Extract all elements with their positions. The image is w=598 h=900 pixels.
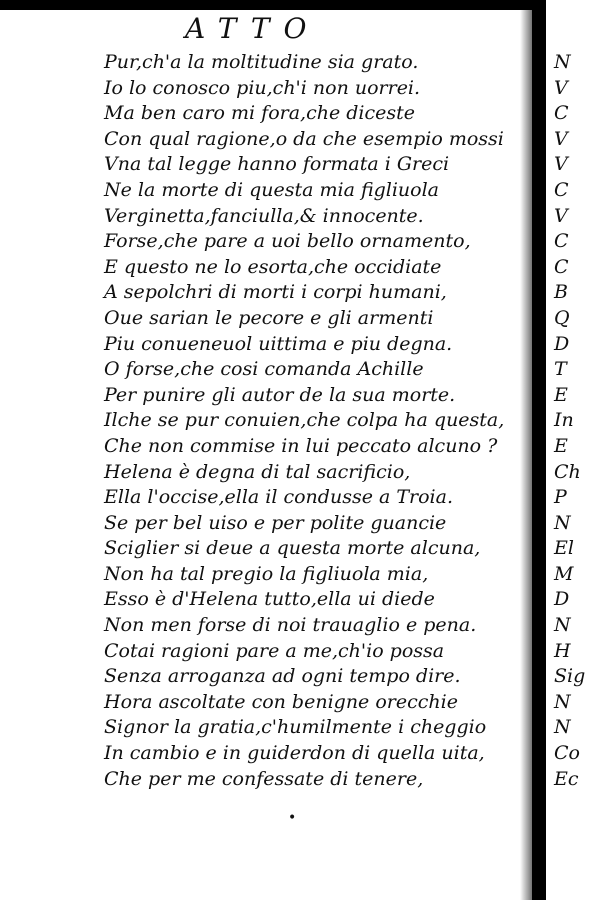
facing-line-fragment: Sig — [554, 665, 586, 688]
facing-line-fragment: Ch — [554, 460, 581, 483]
facing-page — [546, 0, 598, 900]
verse-line: Non men forse di noi trauaglio e pena. — [104, 614, 477, 637]
verse-text — [104, 50, 524, 792]
facing-line-fragment: D — [554, 332, 570, 355]
facing-line-fragment: N — [554, 690, 571, 713]
gutter-shadow — [520, 0, 532, 900]
verse-line: Hora ascoltate con benigne orecchie — [104, 690, 458, 713]
facing-line-fragment: P — [554, 486, 567, 509]
verse-line: Senza arroganza ad ogni tempo dire. — [104, 665, 461, 688]
facing-line-fragment: C — [554, 230, 569, 253]
verse-line: Se per bel uiso e per polite guancie — [104, 511, 447, 534]
verse-line: A sepolchri di morti i corpi humani, — [104, 281, 447, 304]
verse-line: Esso è d'Helena tutto,ella ui diede — [104, 588, 435, 611]
facing-line-fragment: E — [554, 383, 568, 406]
book-spine — [532, 0, 546, 900]
verse-line: Per punire gli autor de la sua morte. — [104, 383, 456, 406]
facing-line-fragment: Ec — [554, 767, 579, 790]
facing-line-fragment: T — [554, 358, 567, 381]
facing-line-fragment: N — [554, 614, 571, 637]
verse-line: In cambio e in guiderdon di quella uita, — [104, 742, 485, 765]
facing-line-fragment: V — [554, 76, 568, 99]
verse-line: Cotai ragioni pare a me,ch'io possa — [104, 639, 445, 662]
verse-line: Ella l'occise,ella il condusse a Troia. — [104, 486, 453, 509]
facing-line-fragment: In — [554, 409, 574, 432]
facing-line-fragment: H — [554, 639, 571, 662]
facing-line-fragment: C — [554, 178, 569, 201]
verse-line: Sciglier si deue a questa morte alcuna, — [104, 537, 481, 560]
facing-line-fragment: V — [554, 153, 568, 176]
verse-line: Verginetta,fanciulla,& innocente. — [104, 204, 424, 227]
verse-line: Con qual ragione,o da che esempio mossi — [104, 127, 504, 150]
verse-line: Ne la morte di questa mia figliuola — [104, 178, 440, 201]
facing-line-fragment: N — [554, 716, 571, 739]
verse-line: Che per me confessate di tenere, — [104, 767, 424, 790]
facing-line-fragment: N — [554, 51, 571, 73]
verse-line: Ma ben caro mi fora,che diceste — [104, 102, 416, 125]
facing-page-text — [554, 50, 585, 792]
verse-line: Forse,che pare a uoi bello ornamento, — [104, 230, 471, 253]
verse-line: Piu conueneuol uittima e piu degna. — [104, 332, 453, 355]
verse-line: O forse,che cosi comanda Achille — [104, 358, 424, 381]
facing-line-fragment: E — [554, 434, 568, 457]
facing-line-fragment: Co — [554, 742, 580, 765]
facing-line-fragment: C — [554, 102, 569, 125]
facing-line-fragment: N — [554, 511, 571, 534]
verse-line: Oue sarian le pecore e gli armenti — [104, 306, 434, 329]
ornament-dot: • — [288, 810, 297, 826]
verse-line: Vna tal legge hanno formata i Greci — [104, 153, 450, 176]
verse-line: Ilche se pur conuien,che colpa ha questa, — [104, 409, 505, 432]
verse-line: Pur,ch'a la moltitudine sia grato. — [104, 51, 419, 73]
facing-line-fragment: M — [554, 562, 574, 585]
verse-line: Signor la gratia,c'humilmente i cheggio — [104, 716, 487, 739]
facing-line-fragment: D — [554, 588, 570, 611]
facing-line-fragment: El — [554, 537, 574, 560]
verse-line: E questo ne lo esorta,che occidiate — [104, 255, 442, 278]
facing-line-fragment: V — [554, 127, 568, 150]
facing-line-fragment: Q — [554, 306, 570, 329]
verse-line: Che non commise in lui peccato alcuno ? — [104, 434, 498, 457]
verse-line: Non ha tal pregio la figliuola mia, — [104, 562, 429, 585]
verse-line: Io lo conosco piu,ch'i non uorrei. — [104, 76, 421, 99]
running-title: ATTO — [185, 12, 321, 45]
facing-line-fragment: V — [554, 204, 568, 227]
facing-line-fragment: B — [554, 281, 568, 304]
facing-line-fragment: C — [554, 255, 569, 278]
verse-line: Helena è degna di tal sacrificio, — [104, 460, 411, 483]
